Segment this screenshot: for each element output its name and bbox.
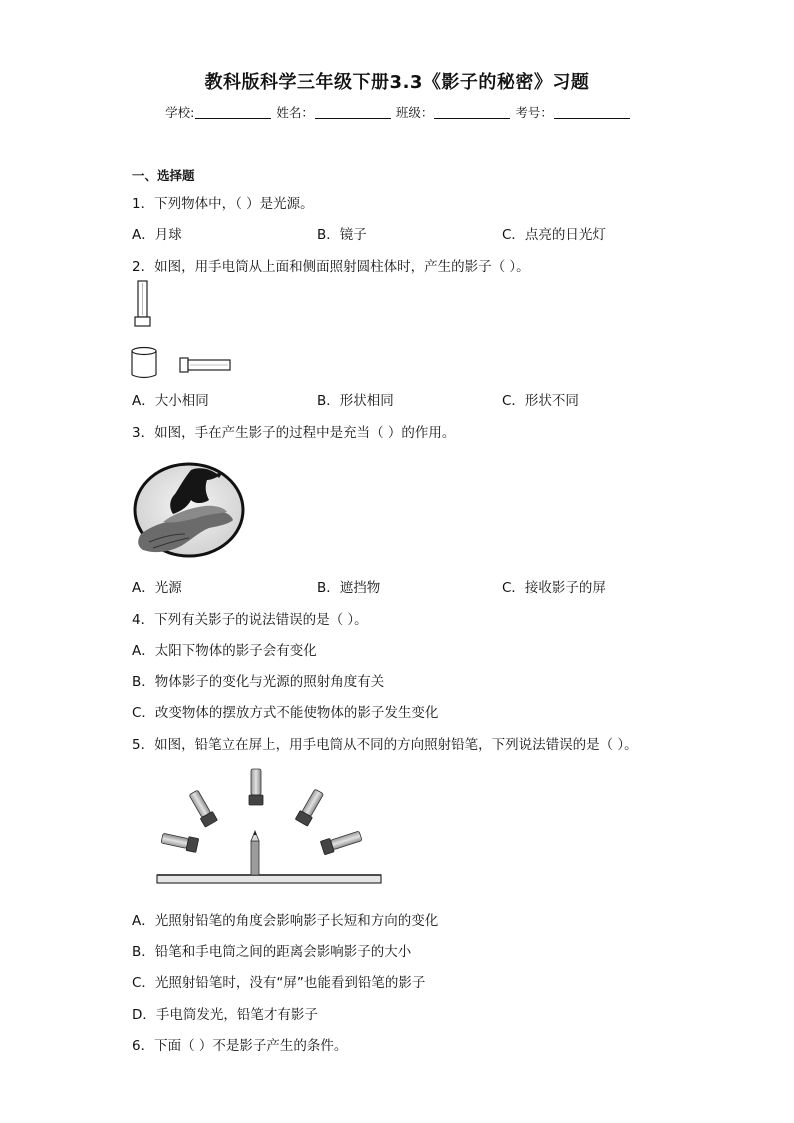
q2-option-c[interactable]: C．形状不同	[502, 393, 579, 409]
hand-shadow-image	[133, 460, 247, 560]
question-2-stem: 2．如图，用手电筒从上面和侧面照射圆柱体时，产生的影子（ ）。	[132, 259, 530, 275]
question-3-stem: 3．如图，手在产生影子的过程中是充当（ ）的作用。	[132, 425, 456, 441]
name-label: 姓名：	[276, 105, 314, 120]
exam-no-blank[interactable]	[554, 106, 630, 119]
question-1-stem: 1．下列物体中，（ ）是光源。	[132, 196, 314, 212]
question-4-stem: 4．下列有关影子的说法错误的是（ ）。	[132, 612, 368, 628]
q1-option-a[interactable]: A．月球	[132, 227, 182, 243]
q4-option-a[interactable]: A．太阳下物体的影子会有变化	[132, 643, 317, 659]
q2-option-a[interactable]: A．大小相同	[132, 393, 209, 409]
section-heading: 一、选择题	[132, 168, 195, 183]
question-5-stem: 5．如图，铅笔立在屏上，用手电筒从不同的方向照射铅笔，下列说法错误的是（ ）。	[132, 737, 638, 753]
q4-option-c[interactable]: C．改变物体的摆放方式不能使物体的影子发生变化	[132, 705, 439, 721]
page-title: 教科版科学三年级下册3.3《影子的秘密》习题	[204, 72, 590, 93]
school-label: 学校:	[165, 105, 195, 120]
exam-no-label: 考号：	[515, 105, 553, 120]
q5-option-a[interactable]: A．光照射铅笔的角度会影响影子长短和方向的变化	[132, 913, 439, 929]
student-info-row	[0, 103, 794, 121]
q5-option-d[interactable]: D．手电筒发光，铅笔才有影子	[132, 1007, 318, 1023]
q4-option-b[interactable]: B．物体影子的变化与光源的照射角度有关	[132, 674, 385, 690]
question-6-stem: 6．下面（ ）不是影子产生的条件。	[132, 1038, 348, 1054]
class-label: 班级：	[395, 105, 434, 120]
q1-option-c[interactable]: C．点亮的日光灯	[502, 227, 606, 243]
q2-option-b[interactable]: B．形状相同	[317, 393, 394, 409]
pencil-flashlights-figure	[155, 765, 385, 890]
q3-option-a[interactable]: A．光源	[132, 580, 182, 596]
q3-option-b[interactable]: B．遮挡物	[317, 580, 381, 596]
cylinder-flashlight-figure	[130, 280, 240, 380]
q5-option-c[interactable]: C．光照射铅笔时，没有“屏”也能看到铅笔的影子	[132, 975, 426, 991]
class-blank[interactable]	[434, 106, 510, 119]
q1-option-b[interactable]: B．镜子	[317, 227, 367, 243]
q3-option-c[interactable]: C．接收影子的屏	[502, 580, 606, 596]
q5-option-b[interactable]: B．铅笔和手电筒之间的距离会影响影子的大小	[132, 944, 412, 960]
name-blank[interactable]	[315, 106, 391, 119]
school-blank[interactable]	[195, 106, 271, 119]
